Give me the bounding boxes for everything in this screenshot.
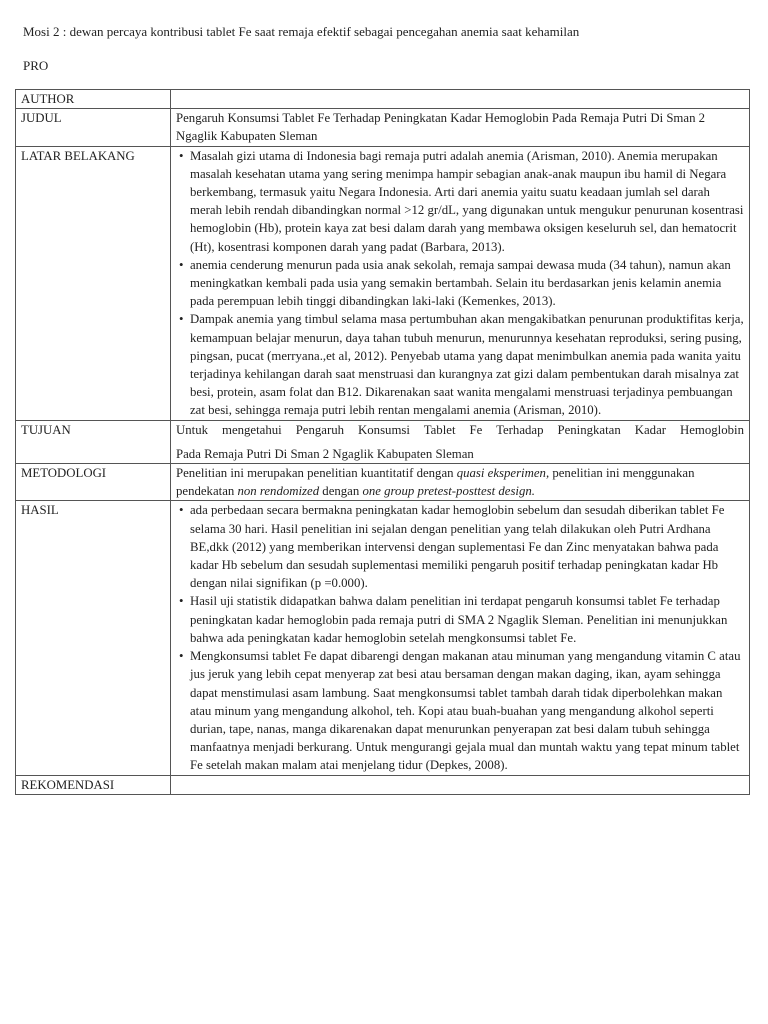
- hasil-label: HASIL: [16, 501, 171, 775]
- metodologi-value: [171, 464, 750, 501]
- metodologi-italic: one group pretest-posttest design.: [362, 484, 535, 499]
- row-metodologi: [16, 464, 750, 501]
- judul-label: JUDUL: [16, 109, 171, 146]
- latar-belakang-label: LATAR BELAKANG: [16, 146, 171, 420]
- metodologi-text: dengan: [319, 484, 363, 499]
- metodologi-italic: non rendomized: [237, 484, 320, 499]
- latar-belakang-value: [171, 146, 750, 420]
- list-item: • Dampak anemia yang timbul selama masa pertumbuhan akan mengakibatkan penurunan produktifitas kerja, kemampuan belajar menurun, daya tahan tubuh menurun, menurunnya kesehatan reproduksi, sering pusing, pingsan, pucat (merryana.,et al, 2012). Penyebab utama yang dapat menimbulkan anemia pada wanita yaitu terjadinya kehilangan darah saat menstruasi dan kurangnya zat gizi dalam pembentukan darah misalnya zat besi, protein, asam folat dan B12. Dikarenakan saat wanita mengalami menstruasi terjadinya pembuangan zat besi, sehingga remaja putri lebih rentan mengalami anemia (Arisman, 2010).: [190, 310, 744, 419]
- motion-statement: Mosi 2 : dewan percaya kontribusi tablet Fe saat remaja efektif sebagai pencegahan anemia saat kehamilan: [23, 24, 580, 39]
- tujuan-value: [171, 420, 750, 463]
- hasil-value: [171, 501, 750, 775]
- row-author: [16, 90, 750, 109]
- list-item: • Hasil uji statistik didapatkan bahwa dalam penelitian ini terdapat pengaruh konsumsi tablet Fe terhadap peningkatan kadar hemoglobin pada remaja putri di SMA 2 Ngaglik Sleman. Penelitian ini menunjukkan bahwa ada peningkatan kadar hemoglobin setelah mengkonsumsi tablet Fe.: [190, 592, 744, 647]
- latar-belakang-list: [176, 147, 744, 420]
- list-item: • Masalah gizi utama di Indonesia bagi remaja putri adalah anemia (Arisman, 2010). Anemia merupakan masalah kesehatan utama yang sering menimpa hampir sebagian anak-anak maupun ibu hamil di Negara berkembang, termasuk yaitu Negara Indonesia. Arti dari anemia yaitu suatu keadaan jumlah sel darah merah lebih rendah dibandingkan normal >12 gr/dL, yang digunakan untuk mengukur penurunan kosentrasi hemoglobin (Hb), protein kaya zat besi dalam darah yang membawa oksigen keseluruh sel, dan hematocrit (Ht), kosentrasi komponen darah yang padat (Barbara, 2013).: [190, 147, 744, 256]
- side-label: PRO: [23, 58, 49, 73]
- tujuan-line-1: Untuk mengetahui Pengaruh Konsumsi Tablet Fe Terhadap Peningkatan Kadar Hemoglobin: [176, 422, 744, 437]
- metodologi-text: penelitian ini menggunakan pendekatan: [176, 466, 695, 499]
- author-label: AUTHOR: [16, 90, 171, 109]
- hasil-list: [176, 501, 744, 774]
- research-summary-table: [15, 89, 750, 795]
- metodologi-label: METODOLOGI: [16, 464, 171, 501]
- row-judul: [16, 109, 750, 146]
- judul-value: Pengaruh Konsumsi Tablet Fe Terhadap Peningkatan Kadar Hemoglobin Pada Remaja Putri Di Sman 2 Ngaglik Kabupaten Sleman: [171, 109, 750, 146]
- row-hasil: [16, 501, 750, 775]
- list-item: • ada perbedaan secara bermakna peningkatan kadar hemoglobin sebelum dan sesudah diberikan tablet Fe selama 30 hari. Hasil penelitian ini sejalan dengan penelitian yang telah dilakukan oleh Putri Ardhana BE,dkk (2012) yang memberikan intervensi dengan suplementasi Fe dan Zinc menyatakan bahwa pada kadar Hb sebelum dan sesudah suplementasi memiliki pengaruh positif terhadap peningkatan kadar Hb dengan nilai signifikan (p =0.000).: [190, 501, 744, 592]
- row-latar-belakang: [16, 146, 750, 420]
- rekomendasi-label: REKOMENDASI: [16, 775, 171, 794]
- row-rekomendasi: [16, 775, 750, 794]
- author-value: [171, 90, 750, 109]
- tujuan-line-2: Pada Remaja Putri Di Sman 2 Ngaglik Kabupaten Sleman: [176, 446, 474, 461]
- list-item: • anemia cenderung menurun pada usia anak sekolah, remaja sampai dewasa muda (34 tahun), namun akan meningkatkan kembali pada usia yang semakin bertambah. Selain itu berdasarkan jenis kelamin anemia pada perempuan lebih tinggi dibandingkan laki-laki (Kemenkes, 2013).: [190, 256, 744, 311]
- rekomendasi-value: [171, 775, 750, 794]
- row-tujuan: [16, 420, 750, 463]
- list-item: • Mengkonsumsi tablet Fe dapat dibarengi dengan makanan atau minuman yang mengandung vitamin C atau jus jeruk yang lebih cepat menyerap zat besi atau bersaman dengan makan daging, ikan, ayam sehingga dapat menstimulasi asam lambung. Saat mengkonsumsi tablet tambah darah tidak diperbolehkan makan atau minum yang mengandung alkohol, teh. Kopi atau buah-buahan yang mengandung alkohol seperti durian, tape, nanas, manga dikarenakan dapat menurunkan penyerapan zat besi dalam tubuh sehingga manfaatnya menjadi berkurang. Untuk mengurangi gejala mual dan muntah waktu yang tepat minum tablet Fe setelah makan malam atai menjelang tidur (Depkes, 2008).: [190, 647, 744, 774]
- metodologi-text: Penelitian ini merupakan penelitian kuantitatif dengan: [176, 466, 457, 481]
- tujuan-label: TUJUAN: [16, 420, 171, 463]
- metodologi-italic: quasi eksperimen,: [456, 466, 550, 481]
